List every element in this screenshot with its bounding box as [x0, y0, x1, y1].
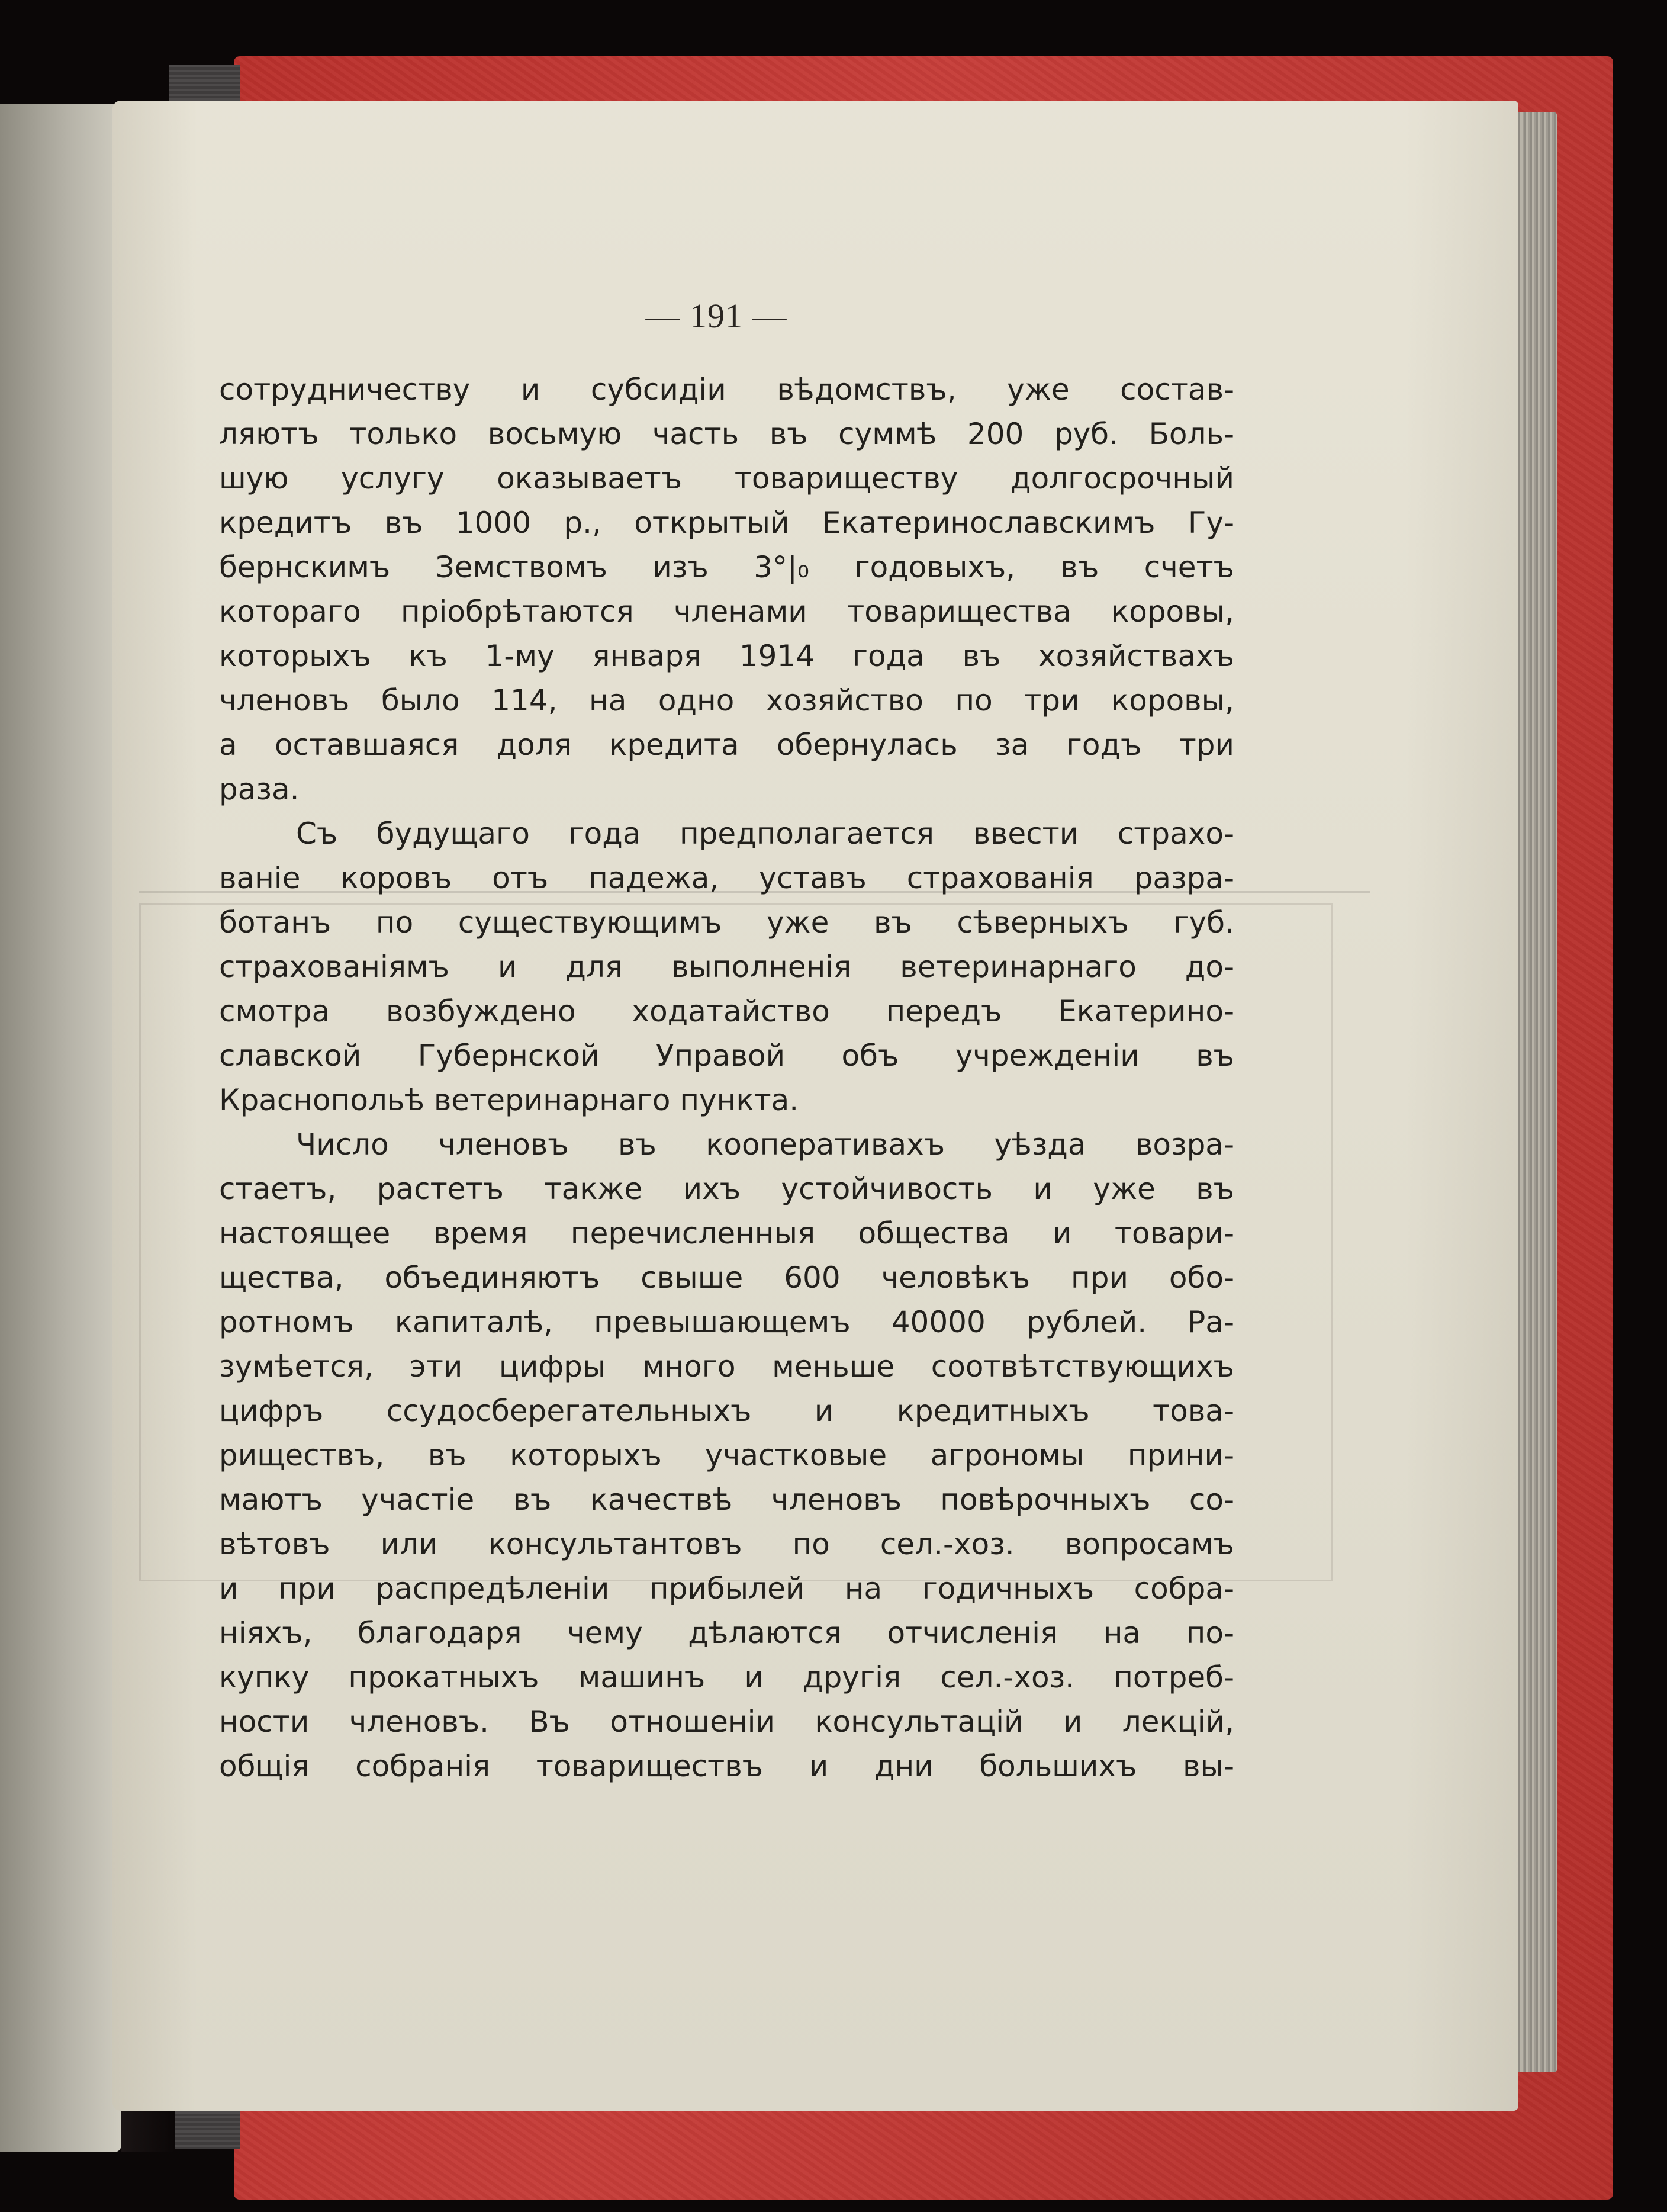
text-line: купку прокатныхъ машинъ и другія сел.-хоз. потреб- [219, 1660, 1234, 1695]
text-line: настоящее время перечисленныя общества и товари- [219, 1216, 1234, 1250]
text-line: цифръ ссудосберегательныхъ и кредитныхъ това- [219, 1394, 1234, 1428]
text-line: зумѣется, эти цифры много меньше соотвѣтствующихъ [219, 1349, 1234, 1384]
text-line: Краснопольѣ ветеринарнаго пункта. [219, 1083, 799, 1117]
text-line: Съ будущаго года предполагается ввести страхо- [296, 816, 1234, 851]
text-line: а оставшаяся доля кредита обернулась за годъ три [219, 728, 1234, 762]
text-line: котораго пріобрѣтаются членами товарищества коровы, [219, 594, 1234, 629]
text-line: ніяхъ, благодаря чему дѣлаются отчисленія на по- [219, 1616, 1234, 1650]
text-line: ваніе коровъ отъ падежа, уставъ страхованія разра- [219, 861, 1234, 895]
text-line: Число членовъ въ кооперативахъ уѣзда возра- [296, 1127, 1234, 1162]
text-line: стаетъ, растетъ также ихъ устойчивость и уже въ [219, 1172, 1234, 1206]
text-line: смотра возбуждено ходатайство передъ Екатерино- [219, 994, 1234, 1028]
text-line: раза. [219, 772, 300, 806]
text-line: ротномъ капиталѣ, превышающемъ 40000 рублей. Ра- [219, 1305, 1234, 1339]
text-line: сотрудничеству и субсидіи вѣдомствъ, уже состав- [219, 372, 1234, 407]
text-line: бернскимъ Земствомъ изъ 3°|₀ годовыхъ, въ счетъ [219, 550, 1234, 584]
text-line: маютъ участіе въ качествѣ членовъ повѣрочныхъ со- [219, 1483, 1234, 1517]
text-line: шую услугу оказываетъ товариществу долгосрочный [219, 461, 1234, 496]
facing-left-page [0, 104, 121, 2152]
text-line: страхованіямъ и для выполненія ветеринарнаго до- [219, 950, 1234, 984]
text-line: риществъ, въ которыхъ участковые агрономы прини- [219, 1438, 1234, 1472]
text-line: общія собранія товариществъ и дни большихъ вы- [219, 1749, 1234, 1783]
text-line: славской Губернской Управой объ учрежденіи въ [219, 1039, 1234, 1073]
page-number: — 191 — [645, 297, 787, 335]
text-line: ляютъ только восьмую часть въ суммѣ 200 руб. Боль- [219, 417, 1234, 451]
text-line: ботанъ по существующимъ уже въ сѣверныхъ губ. [219, 905, 1234, 940]
text-line: щества, объединяютъ свыше 600 человѣкъ при обо- [219, 1261, 1234, 1295]
text-line: и при распредѣленіи прибылей на годичныхъ собра- [219, 1571, 1234, 1606]
text-line: членовъ было 114, на одно хозяйство по три коровы, [219, 683, 1234, 718]
text-line: вѣтовъ или консультантовъ по сел.-хоз. вопросамъ [219, 1527, 1234, 1561]
text-line: ности членовъ. Въ отношеніи консультацій и лекцій, [219, 1705, 1234, 1739]
text-line: кредитъ въ 1000 р., открытый Екатеринославскимъ Гу- [219, 506, 1234, 540]
text-line: которыхъ къ 1-му января 1914 года въ хозяйствахъ [219, 639, 1234, 673]
